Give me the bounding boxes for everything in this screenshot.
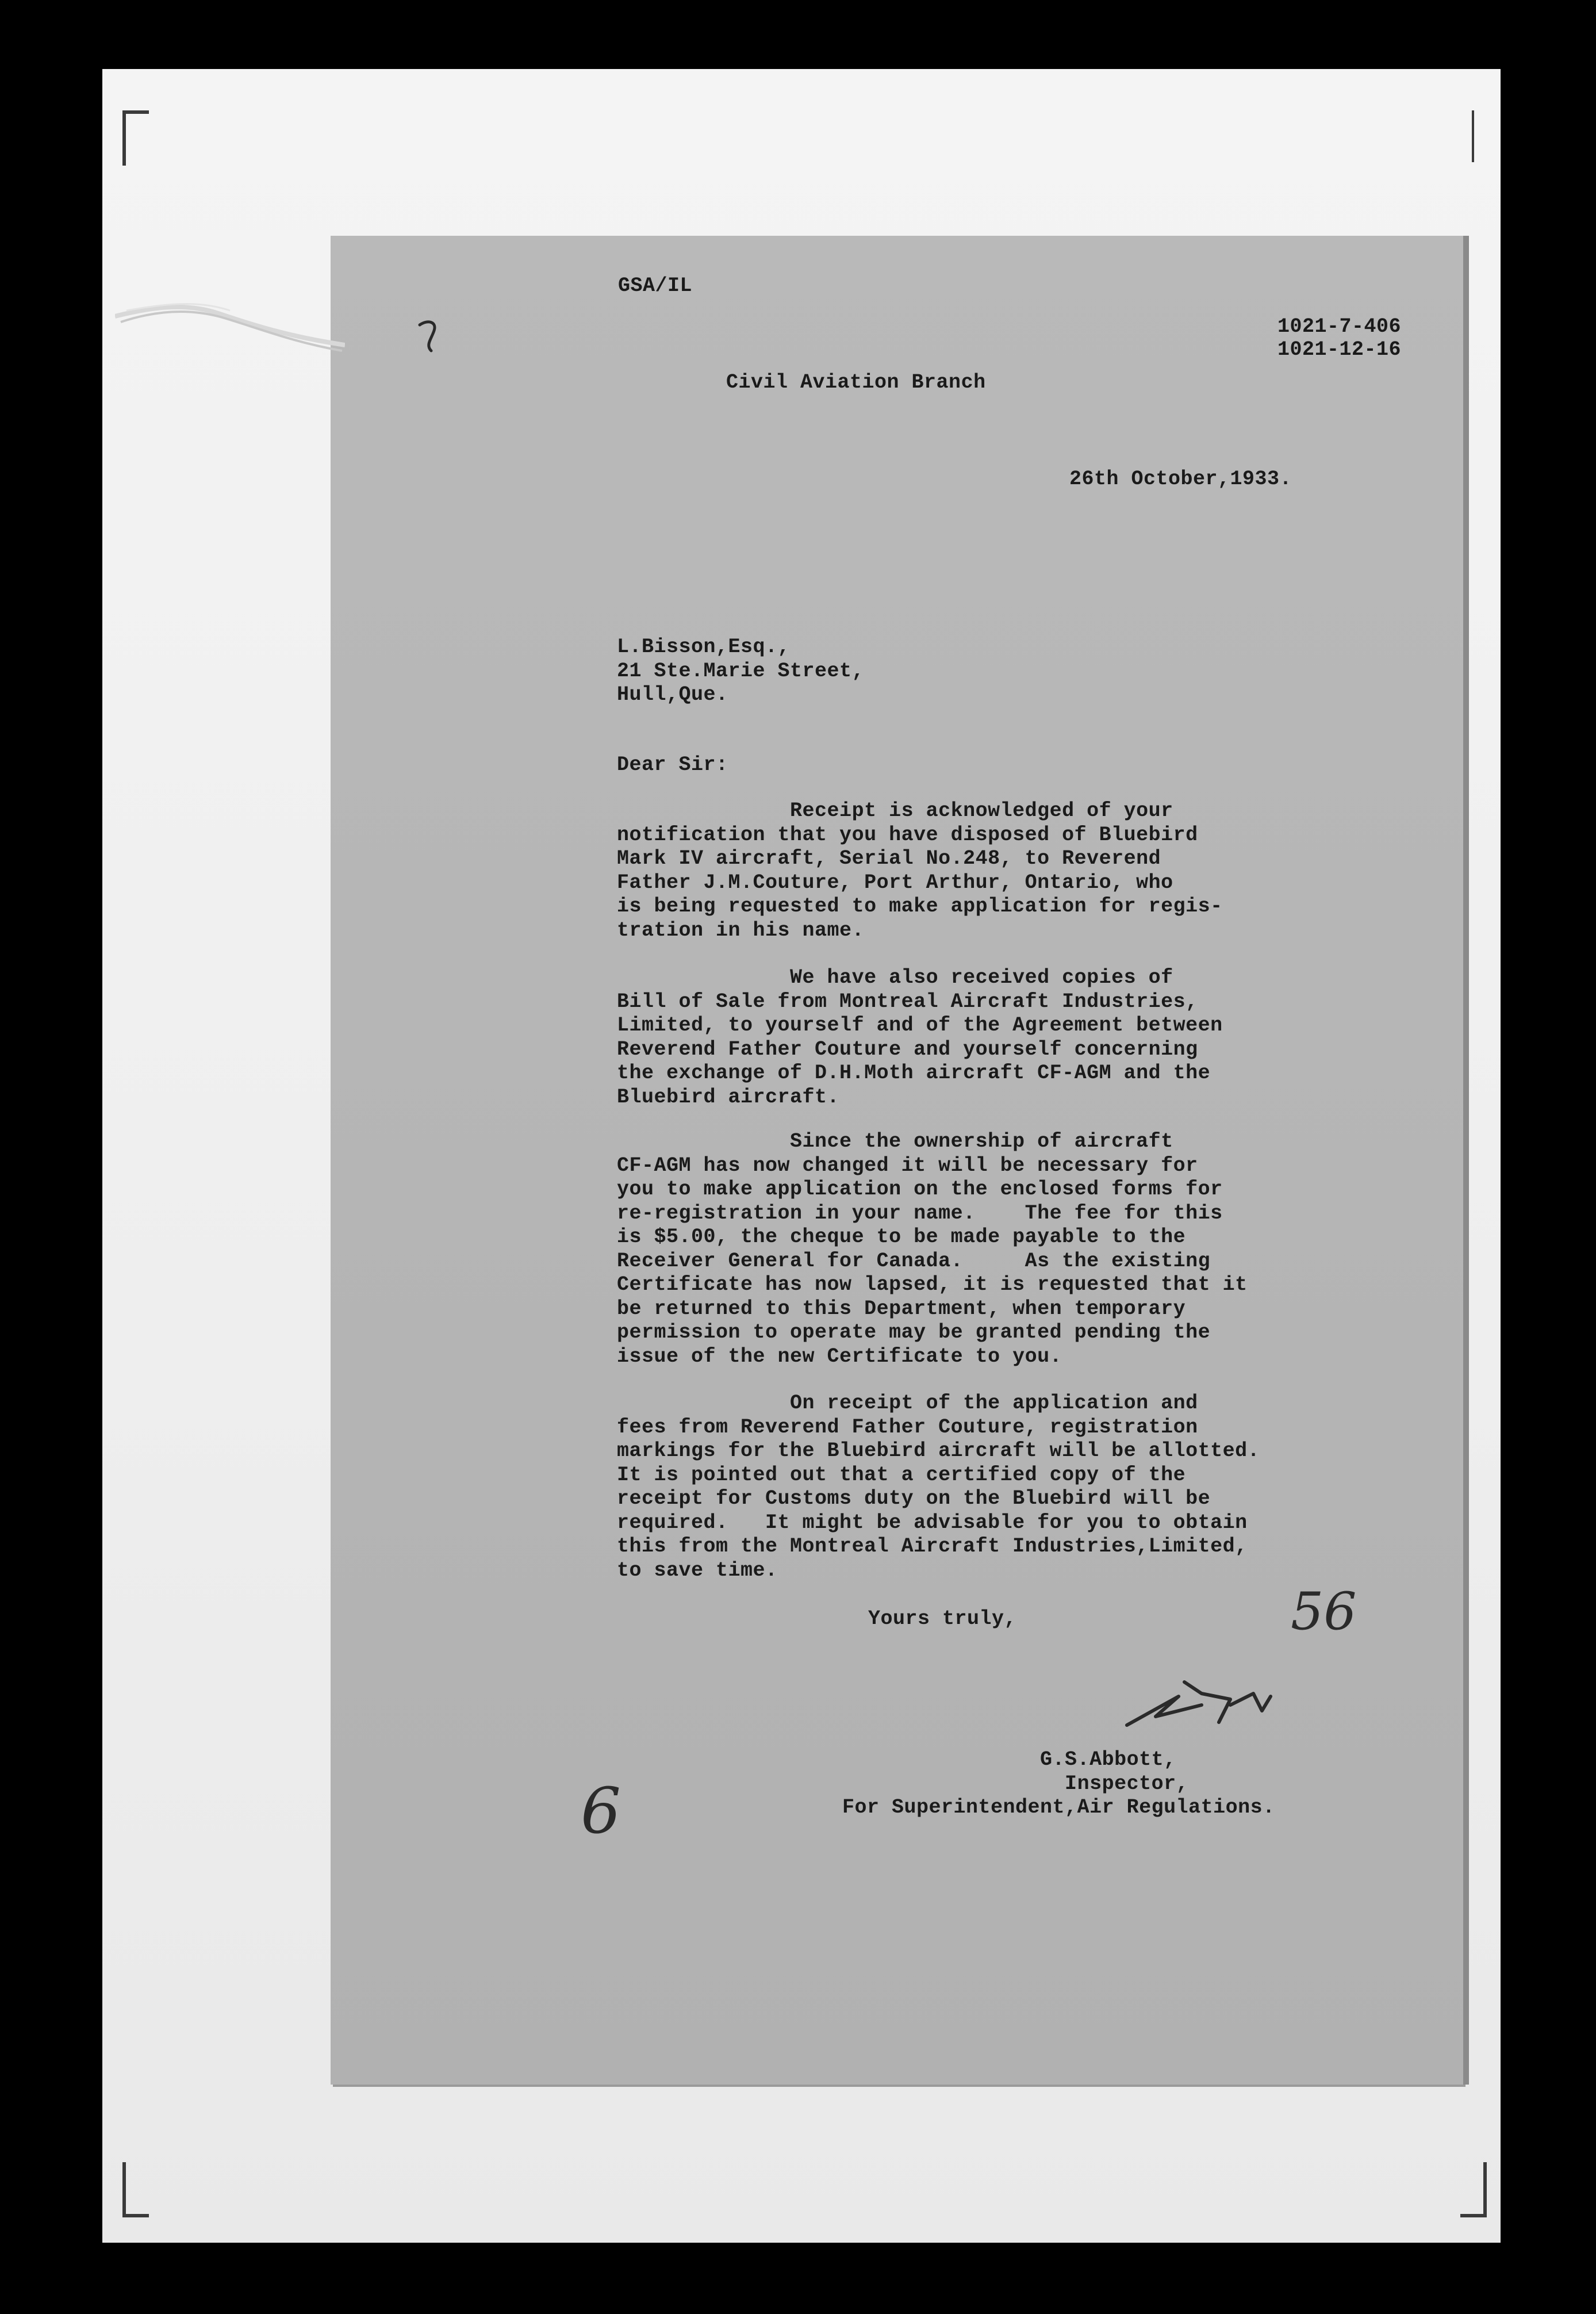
body-paragraph: Since the ownership of aircraft CF-AGM has now changed it will be necessary for you to make application on the enclosed forms for re-registration in your name. The fee for this is $5.00, the cheque to be made payable to the Receiver General for Canada. As the existing Certificate has now lapsed, it is requested that it be returned to this Department, when temporary permission to operate may be granted pending the issue of the new Certificate to you. (617, 1130, 1248, 1368)
file-number: 1021-12-16 (1277, 338, 1402, 361)
crop-mark-top-right (1460, 110, 1474, 162)
signature-block: G.S.Abbott, Inspector, For Superintendent,Air Regulations. (842, 1748, 1275, 1819)
crop-mark-bottom-left (122, 2162, 149, 2217)
file-number: 1021-7-406 (1277, 315, 1402, 338)
handwritten-page-number: 6 (581, 1774, 621, 1848)
binding-thread (115, 290, 345, 359)
letterhead-branch: Civil Aviation Branch (726, 371, 986, 394)
body-paragraph: Receipt is acknowledged of your notification that you have disposed of Bluebird Mark IV aircraft, Serial No.248, to Reverend Father J.M.Couture, Port Arthur, Ontario, who is being requested to make application for regis- tration in his name. (617, 799, 1223, 942)
handwritten-mark (414, 316, 448, 357)
letter-date: 26th October,1933. (1069, 468, 1292, 491)
crop-mark-bottom-right (1460, 2162, 1487, 2217)
body-paragraph: We have also received copies of Bill of Sale from Montreal Aircraft Industries, Limited, to yourself and of the Agreement between Reverend Father Couture and yourself concerning the exchange of D.H.Moth aircraft CF-AGM and the Bluebird aircraft. (617, 966, 1223, 1109)
reference-code: GSA/IL (618, 274, 693, 297)
recipient-address: L.Bisson,Esq., 21 Ste.Marie Street, Hull,Que. (617, 635, 865, 706)
sheet-edge (1463, 236, 1469, 2085)
closing: Yours truly, (868, 1607, 1017, 1630)
body-paragraph: On receipt of the application and fees from Reverend Father Couture, registration markings for the Bluebird aircraft will be allotted. It is pointed out that a certified copy of the receipt for Customs duty on the Bluebird will be required. It might be advisable for you to obtain this from the Montreal Aircraft Industries,Limited, to save time. (617, 1392, 1260, 1582)
crop-mark-top-left (122, 110, 149, 166)
handwritten-number: 56 (1291, 1581, 1357, 1642)
salutation: Dear Sir: (617, 753, 728, 776)
handwritten-signature (1115, 1671, 1276, 1745)
